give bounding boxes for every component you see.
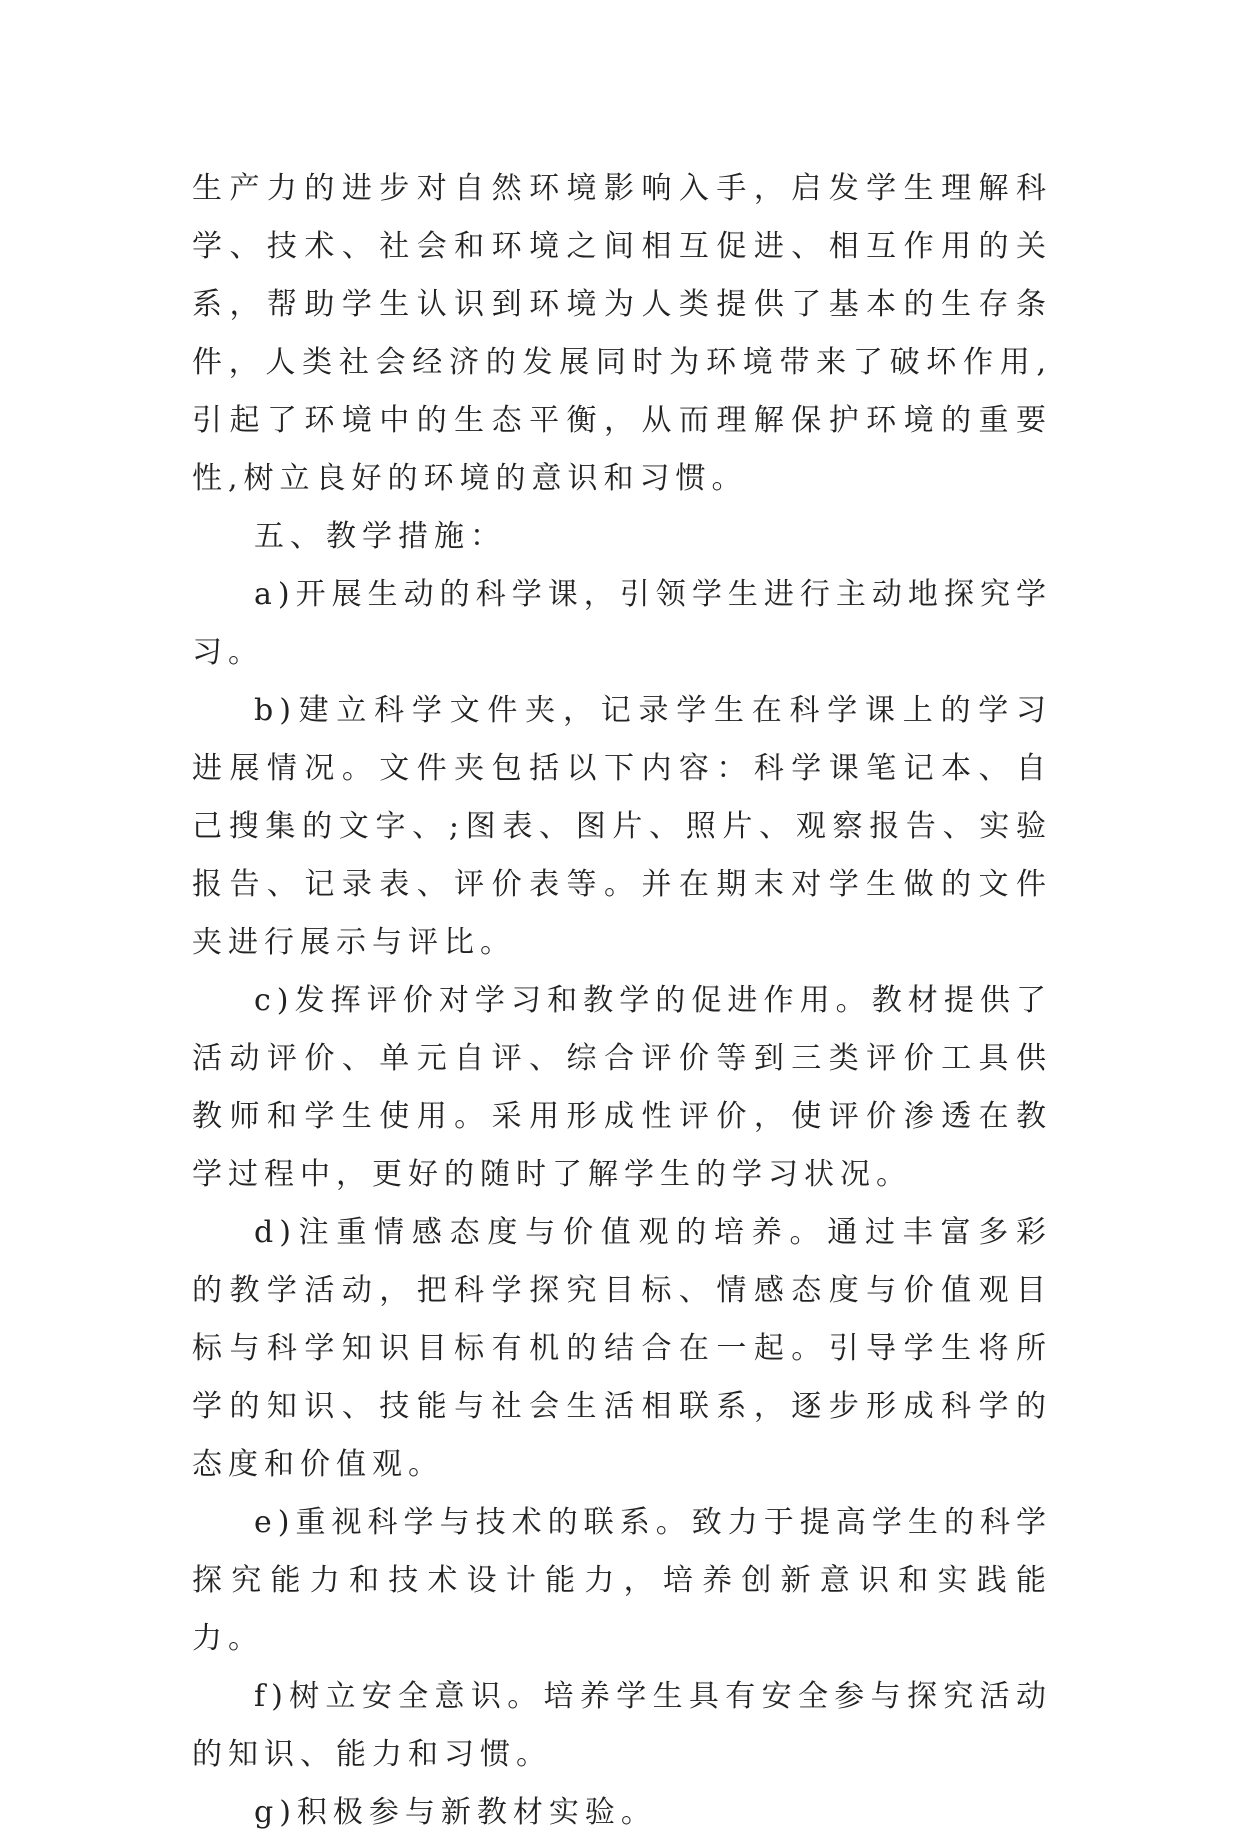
list-item-b: b)建立科学文件夹，记录学生在科学课上的学习进展情况。文件夹包括以下内容：科学课笔记本、自己搜集的文字、;图表、图片、照片、观察报告、实验报告、记录表、评价表等。并在期末对学生做的文件夹进行展示与评比。 — [192, 693, 1052, 960]
list-item-e: e)重视科学与技术的联系。致力于提高学生的科学探究能力和技术设计能力，培养创新意识和实践能力。 — [192, 1505, 1052, 1656]
list-item-d: d)注重情感态度与价值观的培养。通过丰富多彩的教学活动，把科学探究目标、情感态度与价值观目标与科学知识目标有机的结合在一起。引导学生将所学的知识、技能与社会生活相联系，逐步形成科学的态度和价值观。 — [192, 1215, 1052, 1482]
list-item-f: f)树立安全意识。培养学生具有安全参与探究活动的知识、能力和习惯。 — [192, 1679, 1052, 1772]
list-item-a: a)开展生动的科学课，引领学生进行主动地探究学习。 — [192, 577, 1052, 670]
paragraph-environment-intro: 生产力的进步对自然环境影响入手，启发学生理解科学、技术、社会和环境之间相互促进、相互作用的关系，帮助学生认识到环境为人类提供了基本的生存条件，人类社会经济的发展同时为环境带来了破坏作用,引起了环境中的生态平衡，从而理解保护环境的重要性,树立良好的环境的意识和习惯。 — [192, 171, 1052, 496]
list-item-g: g)积极参与新教材实验。 — [254, 1795, 657, 1830]
list-item-c: c)发挥评价对学习和教学的促进作用。教材提供了活动评价、单元自评、综合评价等到三类评价工具供教师和学生使用。采用形成性评价，使评价渗透在教学过程中，更好的随时了解学生的学习状况。 — [192, 983, 1052, 1192]
document-body — [192, 160, 1052, 1842]
section-heading-teaching-measures: 五、教学措施： — [254, 519, 506, 554]
